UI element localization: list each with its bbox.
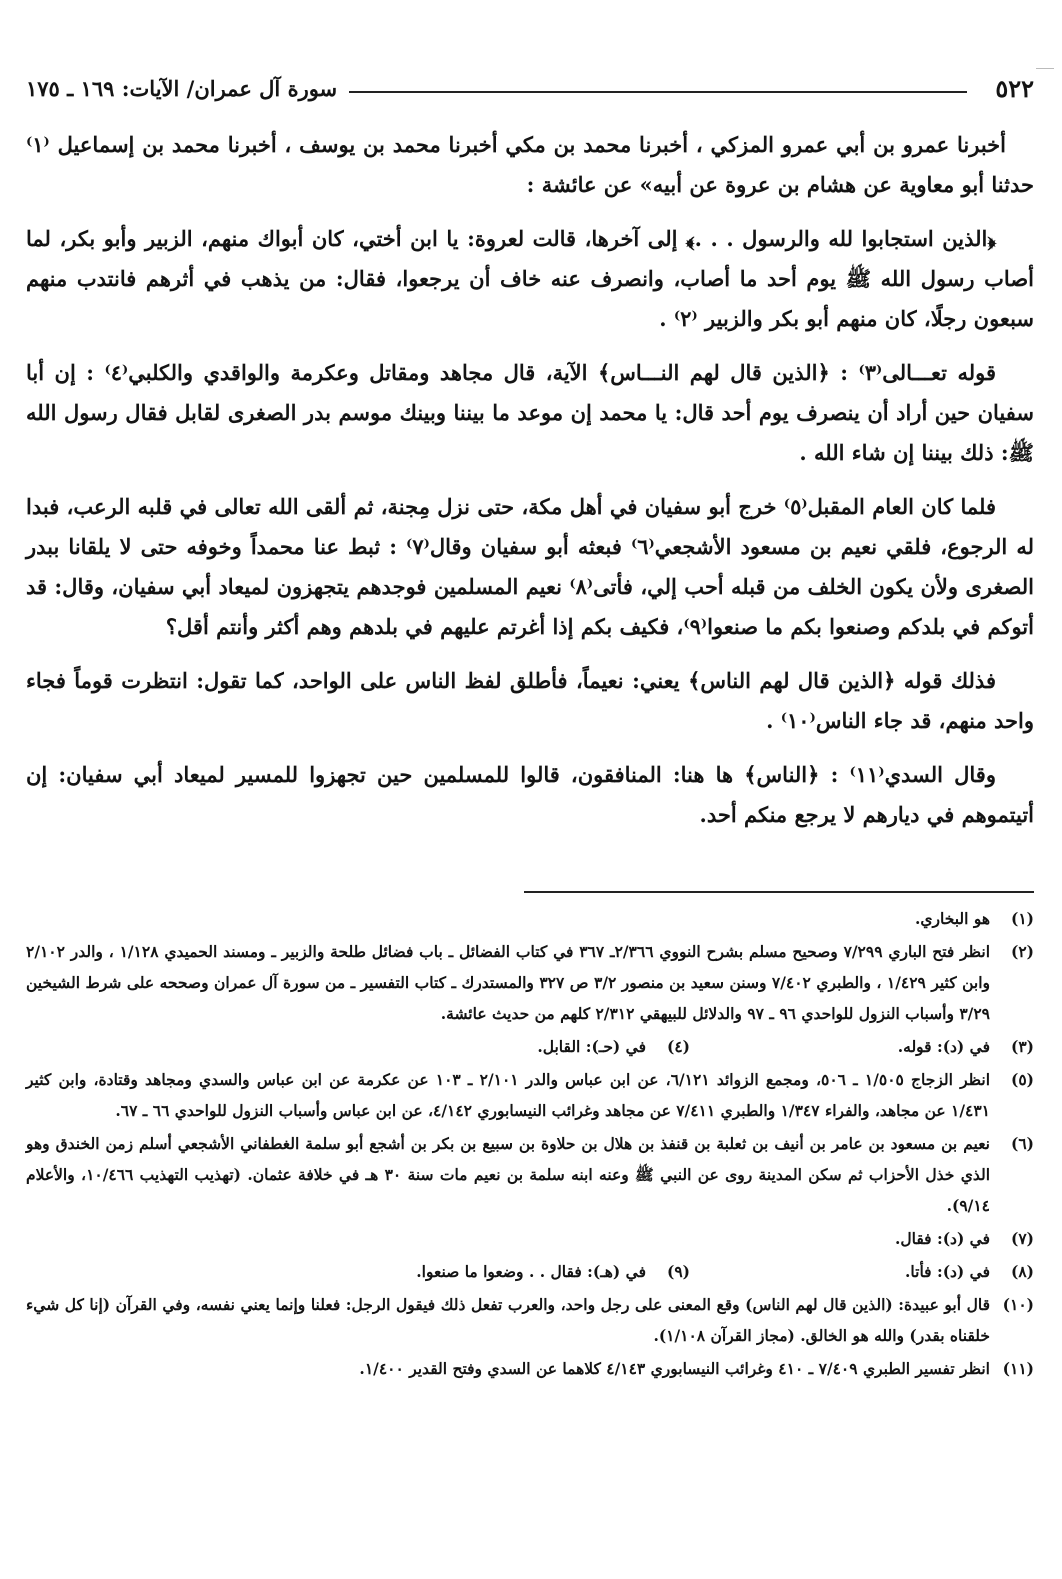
- footnote-text: في (د): قوله.: [897, 1037, 990, 1056]
- footnote-text: نعيم بن مسعود بن عامر بن أنيف بن ثعلبة بن قنفذ بن هلال بن حلاوة بن سبيع بن بكر بن أشجع أبو سلمة الغطفاني الأشجعي أسلم زمن الخندق وهو الذي خذل الأحزاب ثم سكن المدينة روى عن النبي ﷺ وعنه ابنه سلمة بن نعيم مات سنة ٣٠ هـ في خلافة عثمان. (تهذيب التهذيب ١٠/٤٦٦، والأعلام ٩/١٤).: [26, 1134, 990, 1215]
- footnote-number: (١): [1010, 909, 1034, 928]
- footnote: [26, 1353, 1034, 1384]
- paragraph: وقال السدي⁽١١⁾ : ﴿الناس﴾ ها هنا: المنافقون، قالوا للمسلمين حين تجهزوا للمسير لميعاد أبي سفيان: إن أتيتموهم في ديارهم لا يرجع منكم أحد.: [26, 762, 1034, 827]
- footnote-text: في (هـ): فقال . . وضعوا ما صنعوا.: [416, 1262, 646, 1281]
- footnotes: [26, 903, 1034, 1386]
- corner-mark: [1036, 68, 1054, 69]
- footnote: [26, 1223, 1034, 1254]
- footnote-number: (٧): [1010, 1229, 1034, 1248]
- footnote-number: (١١): [1002, 1359, 1034, 1378]
- footnote: [26, 1289, 1034, 1351]
- footnote: [346, 1031, 690, 1062]
- footnote-text: قال أبو عبيدة: (الذين قال لهم الناس) وقع المعنى على رجل واحد، والعرب تفعل ذلك فيقول الرجل: فعلنا وإنما يعني نفسه، وفي القرآن (إنا كل شيء خلقناه بقدر) والله هو الخالق. (مجاز القرآن ١/١٠٨).: [26, 1295, 990, 1345]
- footnote-text: انظر فتح الباري ٧/٢٩٩ وصحيح مسلم بشرح النووي ٢/٣٦٦ـ ٣٦٧ في كتاب الفضائل ـ باب فضائل طلحة والزبير ـ ومسند الحميدي ١/١٢٨ ، والدر ٢/١٠٢ وابن كثير ١/٤٢٩ ، والطبري ٧/٤٠٢ وسنن سعيد بن منصور ٣/٢ ص ٣٢٧ والمستدرك ـ كتاب التفسير ـ من سورة آل عمران وصححه على شرط الشيخين ٣/٢٩ وأسباب النزول للواحدي ٩٦ ـ ٩٧ والدلائل للبيهقي ٢/٣١٢ كلهم من حديث عائشة.: [26, 942, 991, 1023]
- page-header: [26, 68, 1034, 108]
- footnote-number: (٢): [1010, 942, 1034, 961]
- footnote-text: في (د): فأتا.: [905, 1262, 990, 1281]
- paragraph: فذلك قوله ﴿الذين قال لهم الناس﴾ يعني: نعيماً، فأطلق لفظ الناس على الواحد، كما تقول: انتظرت قوماً فجاء واحد منهم، قد جاء الناس⁽١٠⁾ .: [26, 668, 1034, 733]
- footnote-text: انظر تفسير الطبري ٧/٤٠٩ ـ ٤١٠ وغرائب النيسابوري ٤/١٤٣ كلاهما عن السدي وفتح القدير ١/٤٠٠.: [359, 1359, 990, 1378]
- main-text: [26, 125, 1034, 849]
- footnote-number: (٦): [1010, 1134, 1034, 1153]
- footnote-number: (٥): [1010, 1070, 1034, 1089]
- paragraph: ﴿الذين استجابوا لله والرسول . . .﴾ إلى آخرها، قالت لعروة: يا ابن أختي، كان أبواك منهم، الزبير وأبو بكر، لما أصاب رسول الله ﷺ يوم أحد ما أصاب، وانصرف عنه خاف أن يرجعوا، فقال: من يذهب في أثرهم فانتدب منهم سبعون رجلًا، كان منهم أبو بكر والزبير ⁽٢⁾ .: [26, 226, 1034, 331]
- paragraph: أخبرنا عمرو بن أبي عمرو المزكي ، أخبرنا محمد بن مكي أخبرنا محمد بن يوسف ، أخبرنا محمد بن إسماعيل ⁽١⁾ حدثنا أبو معاوية عن هشام بن عروة عن أبيه» عن عائشة :: [26, 132, 1034, 197]
- footnote-number: (٩): [666, 1262, 690, 1281]
- footnote-text: هو البخاري.: [914, 909, 990, 928]
- footnote-number: (٣): [1010, 1037, 1034, 1056]
- footnote: [26, 903, 1034, 934]
- footnote-pair: [26, 1031, 1034, 1062]
- paragraph: قوله تعـــالى⁽٣⁾ : ﴿الذين قال لهم النـــاس﴾ الآية، قال مجاهد ومقاتل وعكرمة والواقدي والكلبي⁽٤⁾ : إن أبا سفيان حين أراد أن ينصرف يوم أحد قال: يا محمد إن موعد ما بيننا وبينك موسم بدر الصغرى لقابل فقال رسول الله ﷺ: ذلك بيننا إن شاء الله .: [26, 360, 1034, 465]
- footnote: [690, 1031, 1034, 1062]
- footnote-text: في (د): فقال.: [894, 1229, 990, 1248]
- footnote-number: (٤): [666, 1037, 690, 1056]
- footnote-number: (١٠): [1002, 1295, 1034, 1314]
- paragraph: فلما كان العام المقبل⁽٥⁾ خرج أبو سفيان في أهل مكة، حتى نزل مِجنة، ثم ألقى الله تعالى في قلبه الرعب، فبدا له الرجوع، فلقي نعيم بن مسعود الأشجعي⁽٦⁾ فبعثه أبو سفيان وقال⁽٧⁾ : ثبط عنا محمداً وخوفه حتى لا يلقانا ببدر الصغرى ولأن يكون الخلف من قبله أحب إلي، فأتى⁽٨⁾ نعيم المسلمين فوجدهم يتجهزون لميعاد أبي سفيان، وقال: قد أتوكم في بلدكم وصنعوا بكم ما صنعوا⁽٩⁾، فكيف بكم إذا أغرتم عليهم في بلدهم وهم أكثر وأنتم أقل؟: [26, 494, 1034, 639]
- header-rule: [349, 91, 967, 93]
- page-number: ٥٢٢: [995, 73, 1034, 103]
- footnote: [26, 1128, 1034, 1221]
- footnote: [346, 1256, 690, 1287]
- footnote-text: في (حـ): القابل.: [537, 1037, 646, 1056]
- footnote-text: انظر الزجاج ١/٥٠٥ ـ ٥٠٦، ومجمع الزوائد ٦/١٢١، عن ابن عباس والدر ٢/١٠١ ـ ١٠٣ عن عكرمة عن ابن عباس والسدي ومجاهد وقتادة، وابن كثير ١/٤٣١ عن مجاهد، والفراء ١/٣٤٧ والطبري ٧/٤١١ عن مجاهد وغرائب النيسابوري ٤/١٤٢، عن ابن عباس وأسباب النزول للواحدي ٦٦ ـ ٦٧.: [26, 1070, 991, 1120]
- footnote: [26, 1064, 1034, 1126]
- running-title: سورة آل عمران/ الآيات: ١٦٩ ـ ١٧٥: [26, 75, 338, 101]
- footnote: [690, 1256, 1034, 1287]
- footnote-separator: [524, 891, 1034, 893]
- footnote: [26, 936, 1034, 1029]
- footnote-number: (٨): [1010, 1262, 1034, 1281]
- footnote-pair: [26, 1256, 1034, 1287]
